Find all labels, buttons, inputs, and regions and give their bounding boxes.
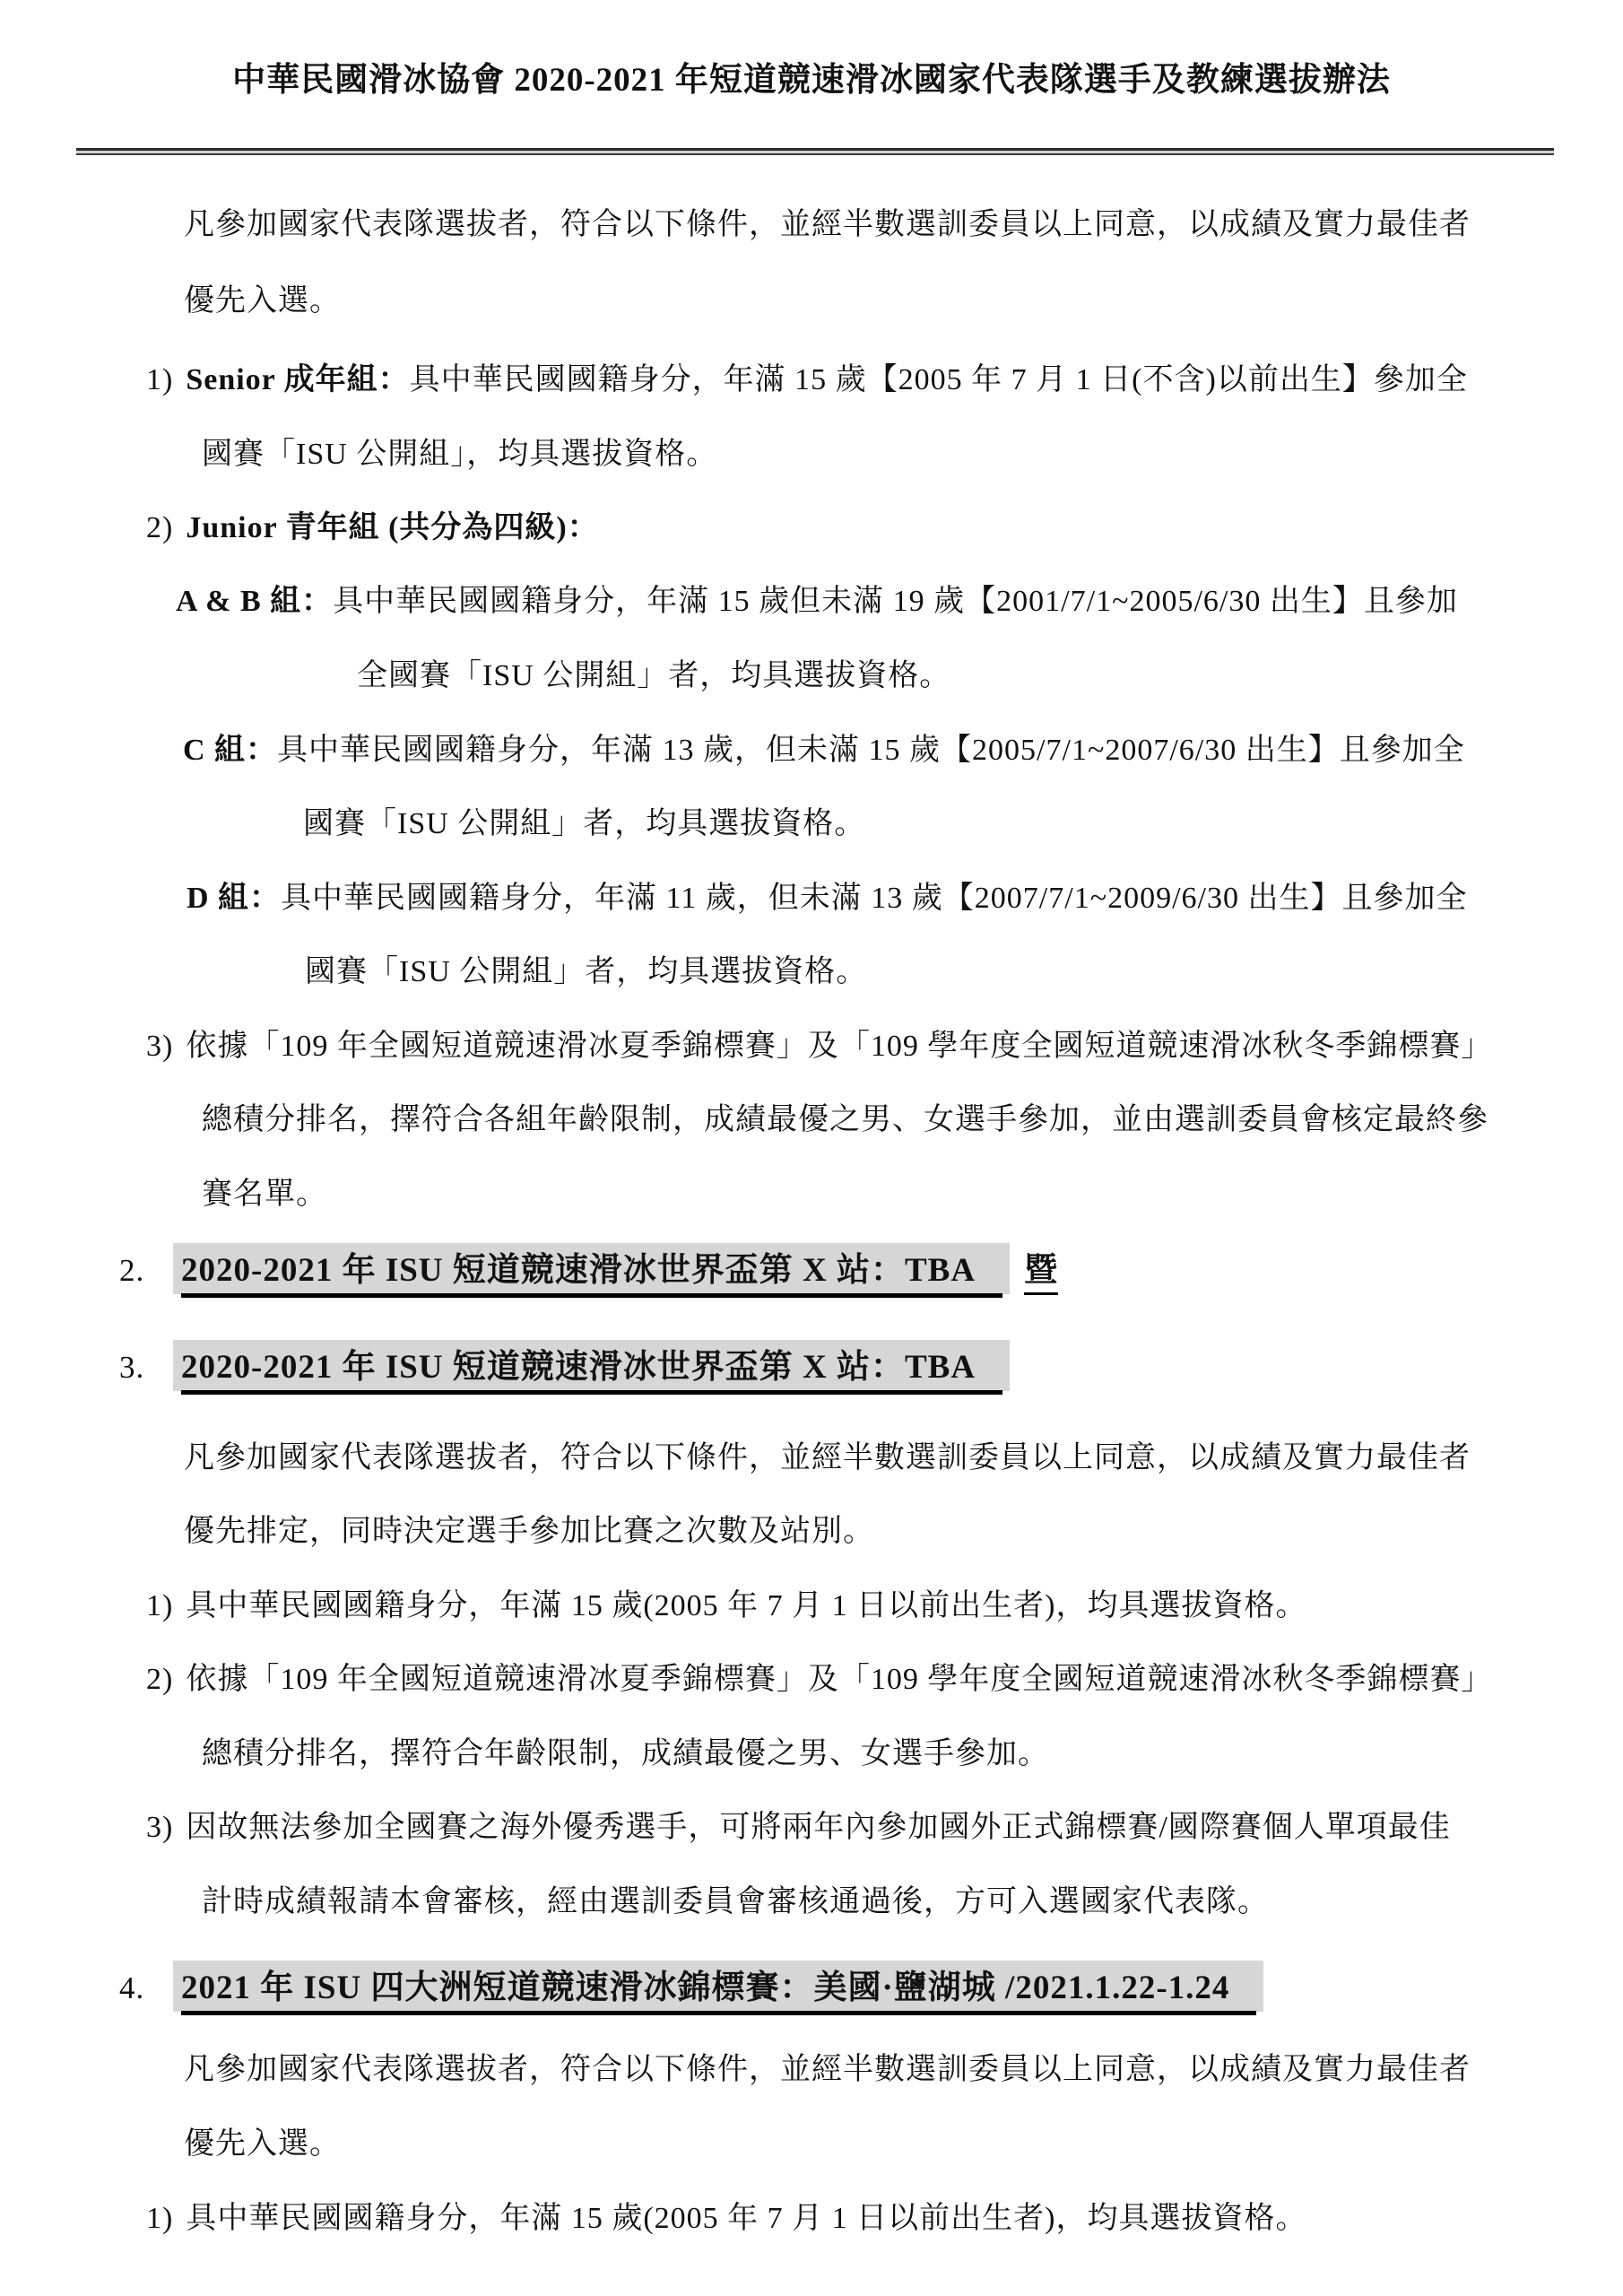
section-heading-2: 2. 2020-2021 年 ISU 短道競速滑冰世界盃第 X 站：TBA 暨 (119, 1242, 1058, 1291)
doc-title: 中華民國滑冰協會 2020-2021 年短道競速滑冰國家代表隊選手及教練選拔辦法 (232, 62, 1391, 99)
list-item: 3) 因故無法參加全國賽之海外優秀選手，可將兩年內參加國外正式錦標賽/國際賽個人單項最佳 (146, 1811, 1451, 1844)
para-line: 優先入選。 (184, 284, 341, 317)
list-item-cont: 總積分排名，擇符合年齡限制，成績最優之男、女選手參加。 (202, 1737, 1049, 1770)
para-line: 優先入選。 (184, 2127, 341, 2161)
list-item: 3) 依據「109 年全國短道競速滑冰夏季錦標賽」及「109 學年度全國短道競速滑冰秋冬季錦標賽」 (146, 1030, 1493, 1063)
list-item-cont: 計時成績報請本會審核，經由選訓委員會審核通過後，方可入選國家代表隊。 (202, 1885, 1269, 1918)
list-item: 2) Junior 青年組 (共分為四級)： (146, 511, 599, 544)
group-line-cont: 全國賽「ISU 公開組」者，均具選拔資格。 (357, 659, 951, 692)
list-item: 2) 依據「109 年全國短道競速滑冰夏季錦標賽」及「109 學年度全國短道競速滑冰秋冬季錦標賽」 (146, 1663, 1493, 1696)
group-line-cont: 國賽「ISU 公開組」者，均具選拔資格。 (303, 807, 866, 840)
para-line: 凡參加國家代表隊選拔者，符合以下條件，並經半數選訓委員以上同意，以成績及實力最佳者 (184, 2053, 1471, 2086)
list-item-cont: 總積分排名，擇符合各組年齡限制，成績最優之男、女選手參加，並由選訓委員會核定最終參 (202, 1103, 1488, 1136)
group-line-cont: 國賽「ISU 公開組」者，均具選拔資格。 (305, 955, 868, 988)
list-item: 1) 具中華民國國籍身分，年滿 15 歲(2005 年 7 月 1 日以前出生者)，均具選拔資格。 (146, 1589, 1307, 1622)
section-heading-4: 4. 2021 年 ISU 四大洲短道競速滑冰錦標賽：美國·鹽湖城 /2021.1.22-1.24 (119, 1960, 1263, 2008)
section-heading-3: 3. 2020-2021 年 ISU 短道競速滑冰世界盃第 X 站：TBA (119, 1339, 1010, 1387)
list-item: 1) Senior 成年組：具中華民國國籍身分，年滿 15 歲【2005 年 7 月 1 日(不含)以前出生】參加全 (146, 363, 1468, 396)
group-line: A & B 組：具中華民國國籍身分，年滿 15 歲但未滿 19 歲【2001/7/1~2005/6/30 出生】且參加 (176, 585, 1458, 618)
para-line: 凡參加國家代表隊選拔者，符合以下條件，並經半數選訓委員以上同意，以成績及實力最佳者 (184, 1441, 1471, 1474)
group-line: C 組：具中華民國國籍身分，年滿 13 歲，但未滿 15 歲【2005/7/1~2007/6/30 出生】且參加全 (183, 734, 1465, 767)
list-item: 1) 具中華民國國籍身分，年滿 15 歲(2005 年 7 月 1 日以前出生者)，均具選拔資格。 (146, 2202, 1307, 2235)
list-item-cont: 國賽「ISU 公開組」，均具選拔資格。 (202, 438, 718, 471)
title-rule (76, 148, 1554, 155)
list-item-cont: 賽名單。 (202, 1178, 327, 1211)
para-line: 凡參加國家代表隊選拔者，符合以下條件，並經半數選訓委員以上同意，以成績及實力最佳者 (184, 208, 1471, 241)
group-line: D 組：具中華民國國籍身分，年滿 11 歲，但未滿 13 歲【2007/7/1~2009/6/30 出生】且參加全 (187, 882, 1468, 915)
para-line: 優先排定，同時決定選手參加比賽之次數及站別。 (184, 1515, 874, 1548)
